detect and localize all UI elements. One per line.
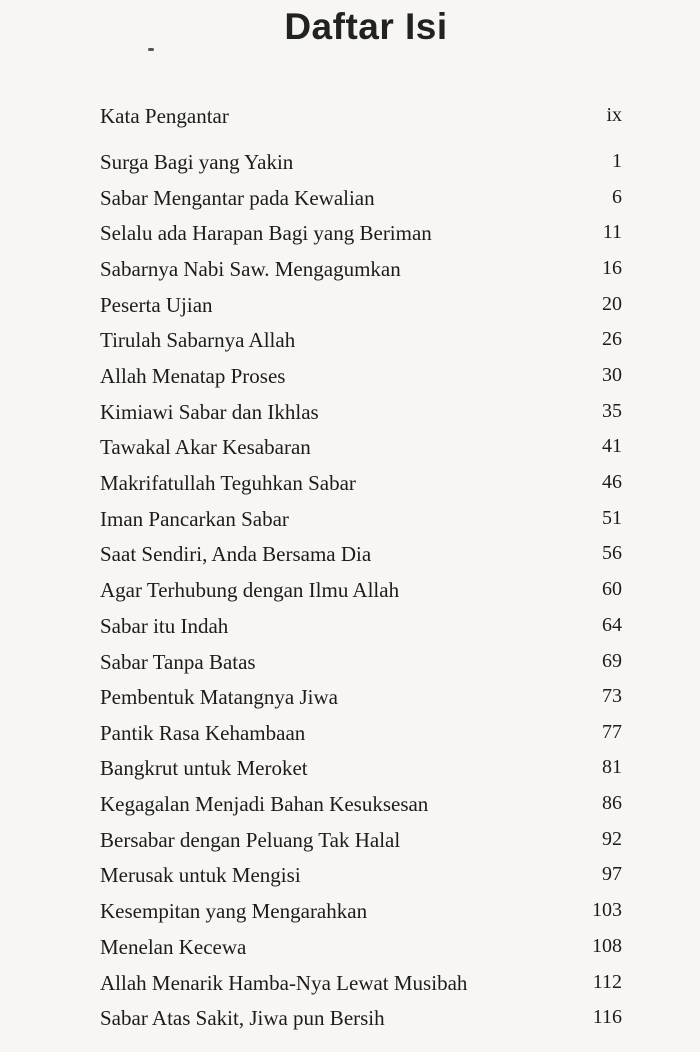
toc-entry-page: 86 (602, 792, 622, 814)
toc-entry (0, 257, 700, 291)
toc-entry-title: Sabar itu Indah (100, 614, 229, 638)
toc-entry-title: Bangkrut untuk Meroket (100, 756, 308, 780)
toc-entry (0, 614, 700, 648)
toc-entry-page: 81 (602, 756, 622, 778)
toc-entry-title: Pembentuk Matangnya Jiwa (100, 685, 338, 709)
toc-entry-page: 108 (592, 935, 622, 957)
toc-entry (0, 935, 700, 969)
toc-entry (0, 721, 700, 755)
toc-entry (0, 221, 700, 255)
toc-entry-title: Sabar Atas Sakit, Jiwa pun Bersih (100, 1006, 385, 1030)
toc-entry-title: Kata Pengantar (100, 104, 229, 128)
toc-entry-title: Allah Menarik Hamba-Nya Lewat Musibah (100, 971, 468, 995)
toc-entry-page: 41 (602, 435, 622, 457)
toc-entry (0, 328, 700, 362)
toc-entry-page: 16 (602, 257, 622, 279)
toc-entry-title: Agar Terhubung dengan Ilmu Allah (100, 578, 400, 602)
toc-entry-page: 1 (612, 150, 622, 172)
toc-entry-title: Menelan Kecewa (100, 935, 247, 959)
toc-entry-page: 116 (592, 1006, 622, 1028)
toc-entry-page: 60 (602, 578, 622, 600)
toc-entry-page: 112 (592, 971, 622, 993)
toc-entry (0, 578, 700, 612)
toc-entry-page: 64 (602, 614, 622, 636)
toc-entry-page: 97 (602, 863, 622, 885)
toc-entry-title: Tirulah Sabarnya Allah (100, 328, 296, 352)
toc-entry-page: 69 (602, 650, 622, 672)
toc-entry (0, 899, 700, 933)
toc-entry-page: 11 (602, 221, 622, 243)
toc-entry-page: 73 (602, 685, 622, 707)
toc-entry (0, 542, 700, 576)
toc-entry (0, 150, 700, 184)
toc-entry (0, 435, 700, 469)
toc-entry (0, 756, 700, 790)
toc-entry-page: 26 (602, 328, 622, 350)
toc-entry-title: Peserta Ujian (100, 293, 213, 317)
toc-entry (0, 863, 700, 897)
toc-entry (0, 650, 700, 684)
page-title: Daftar Isi (284, 6, 448, 47)
toc-entry-title: Allah Menatap Proses (100, 364, 286, 388)
toc-entry-title: Makrifatullah Teguhkan Sabar (100, 471, 356, 495)
toc-entry (0, 971, 700, 1005)
toc-entry-page: 46 (602, 471, 622, 493)
toc-entry (0, 293, 700, 327)
toc-entry-page: 77 (602, 721, 622, 743)
toc-entry (0, 1006, 700, 1040)
toc-entry-title: Sabar Tanpa Batas (100, 650, 256, 674)
toc-entry-page: 51 (602, 507, 622, 529)
toc-entry-page: 56 (602, 542, 622, 564)
toc-entry-page: 6 (612, 186, 622, 208)
toc-entry-title: Tawakal Akar Kesabaran (100, 435, 311, 459)
toc-entry (0, 104, 700, 138)
toc-entry-page: 20 (602, 293, 622, 315)
toc-entry-title: Selalu ada Harapan Bagi yang Beriman (100, 221, 432, 245)
toc-entry-title: Bersabar dengan Peluang Tak Halal (100, 828, 401, 852)
toc-entry (0, 471, 700, 505)
toc-entry-title: Sabar Mengantar pada Kewalian (100, 186, 375, 210)
toc-entry-page: ix (606, 104, 622, 126)
toc-entry (0, 507, 700, 541)
toc-entry-title: Surga Bagi yang Yakin (100, 150, 294, 174)
toc-entry-page: 92 (602, 828, 622, 850)
toc-entry (0, 792, 700, 826)
toc-entry-page: 30 (602, 364, 622, 386)
toc-entry-title: Pantik Rasa Kehambaan (100, 721, 306, 745)
toc-entry (0, 400, 700, 434)
toc-entry-title: Sabarnya Nabi Saw. Mengagumkan (100, 257, 401, 281)
toc-entry-title: Kimiawi Sabar dan Ikhlas (100, 400, 319, 424)
toc-entry (0, 364, 700, 398)
toc-entry (0, 828, 700, 862)
toc-entry-title: Saat Sendiri, Anda Bersama Dia (100, 542, 372, 566)
toc-entry-title: Kesempitan yang Mengarahkan (100, 899, 368, 923)
toc-entry (0, 685, 700, 719)
toc-entry-page: 35 (602, 400, 622, 422)
toc-entry-title: Kegagalan Menjadi Bahan Kesuksesan (100, 792, 429, 816)
toc-entry (0, 186, 700, 220)
toc-entry-page: 103 (592, 899, 622, 921)
toc-entry-title: Merusak untuk Mengisi (100, 863, 301, 887)
toc-entry-title: Iman Pancarkan Sabar (100, 507, 289, 531)
